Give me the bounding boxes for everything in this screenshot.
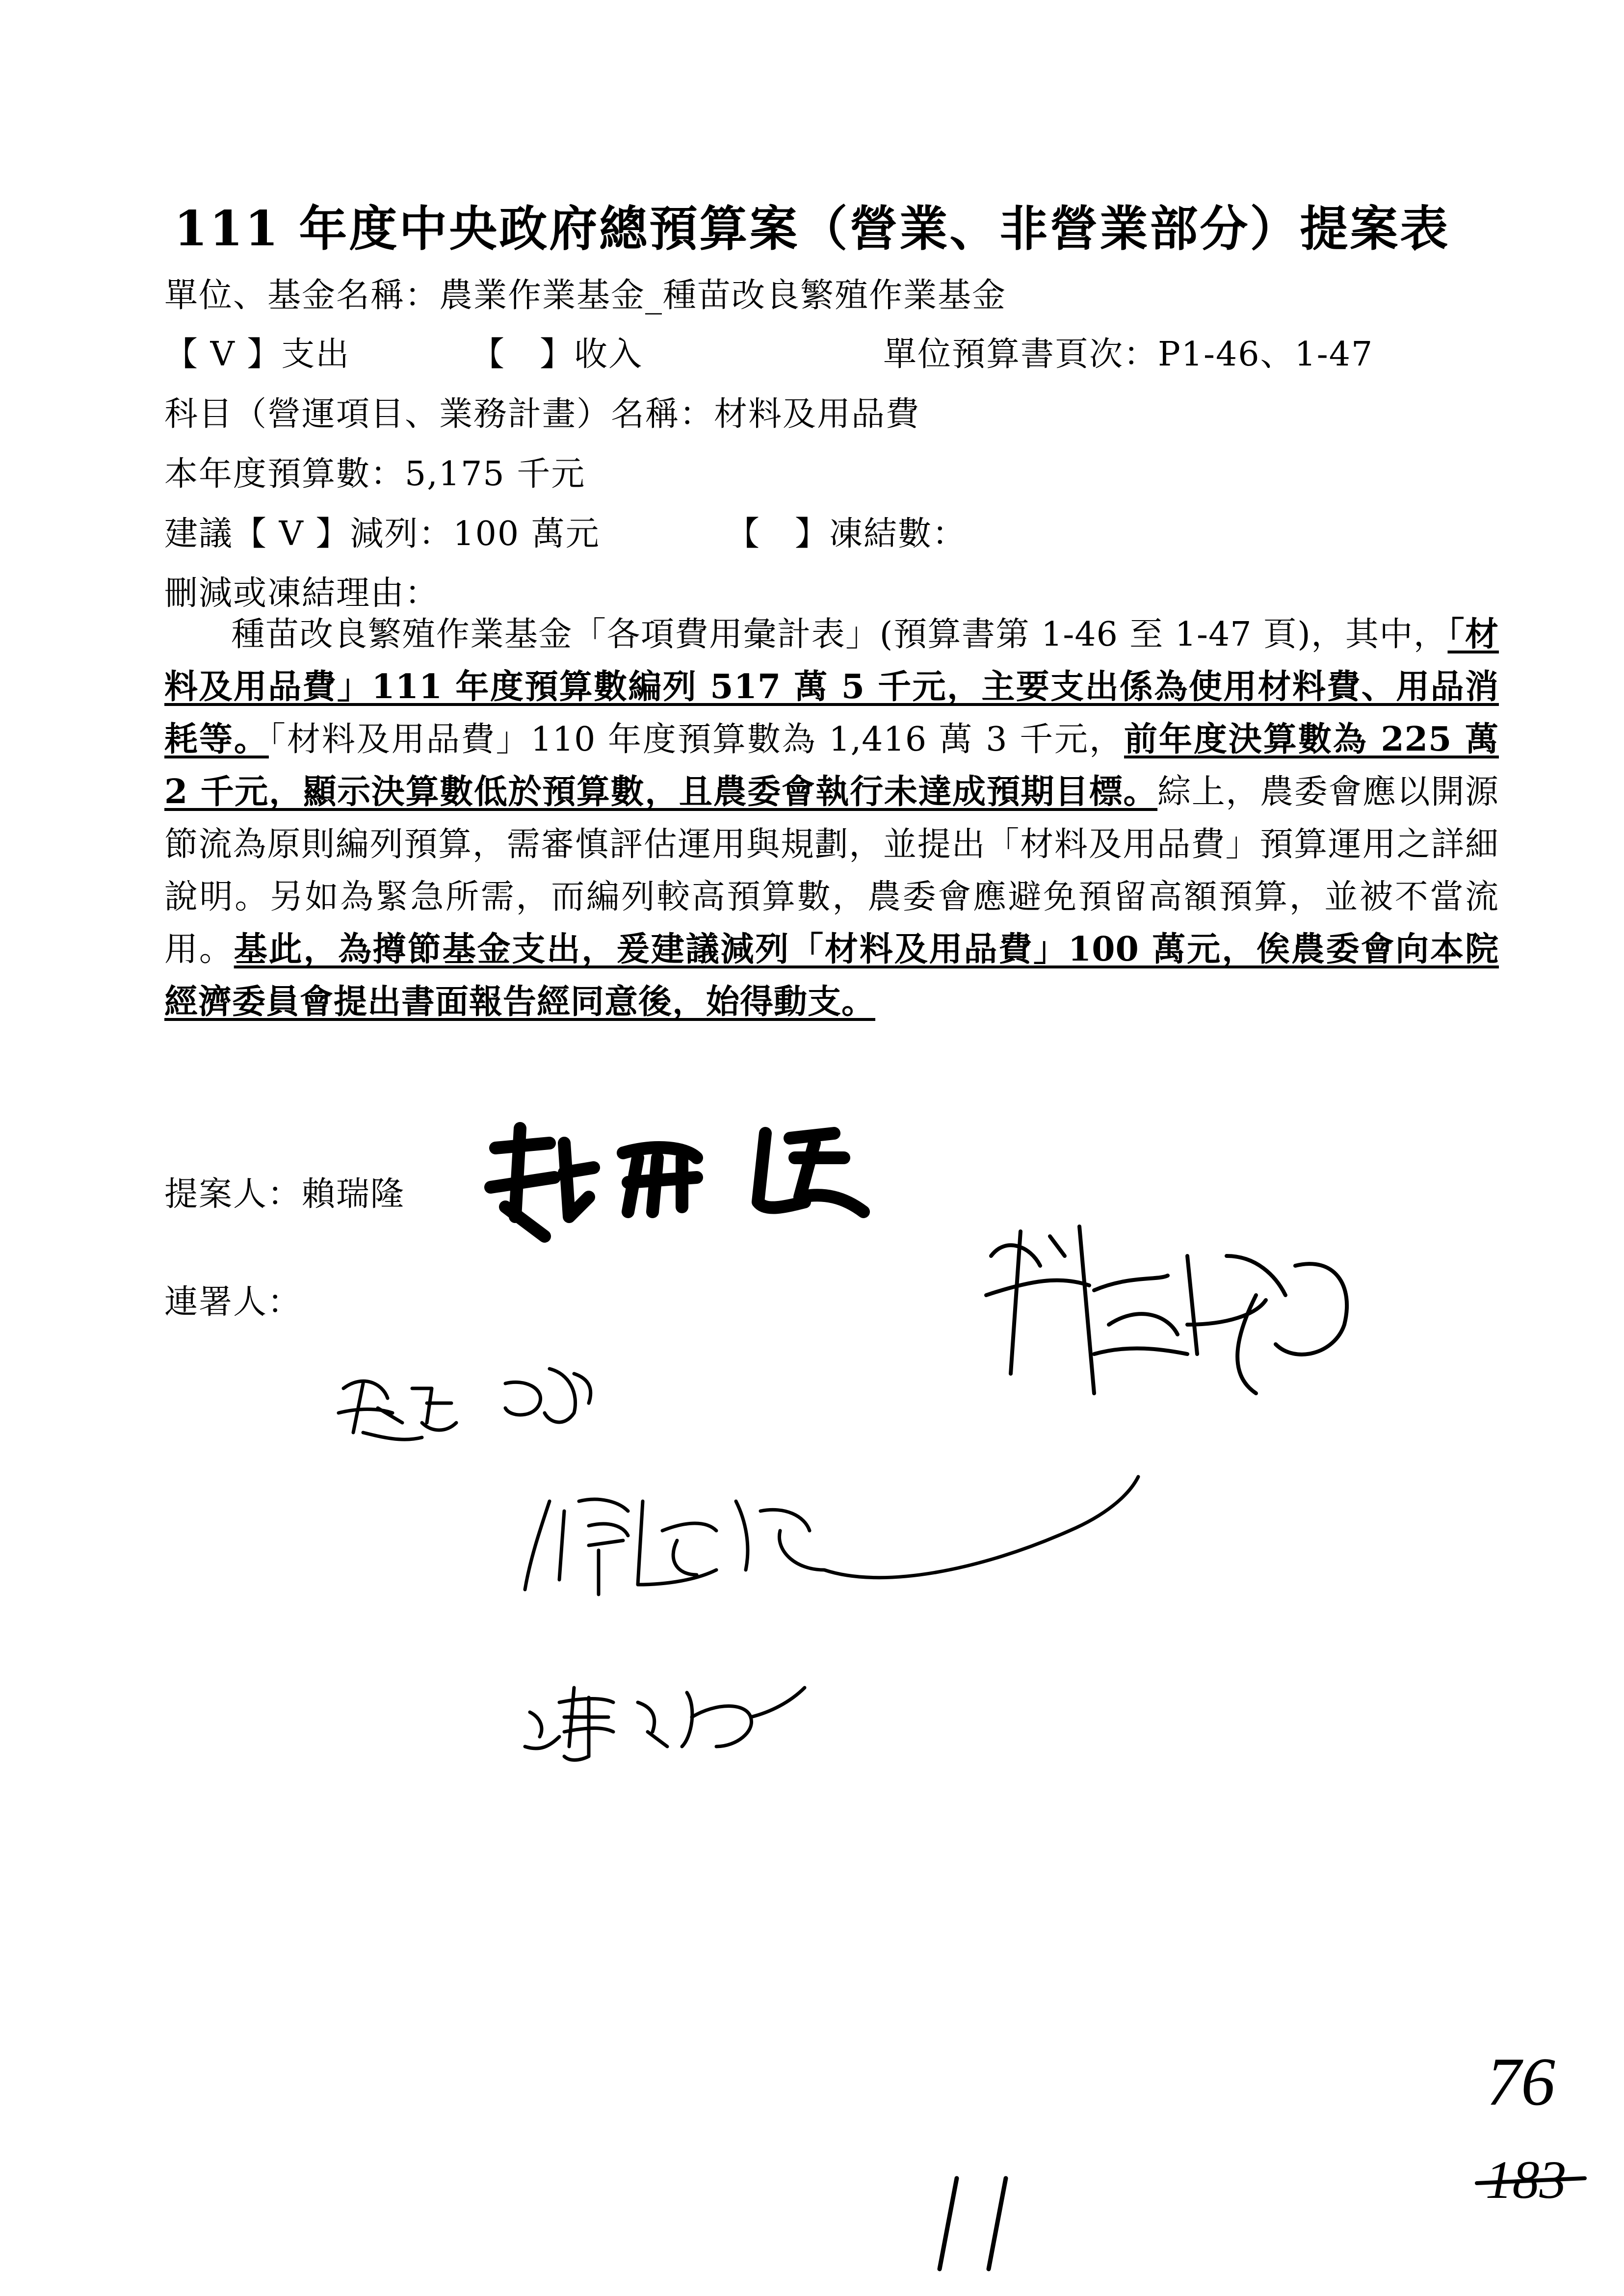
cosigner-signature-3	[525, 1477, 1138, 1594]
proposer-signature	[491, 1128, 864, 1236]
reason-label: 刪減或凍結理由：	[164, 574, 440, 613]
page-title: 111 年度中央政府總預算案（營業、非營業部分）提案表	[174, 201, 1450, 257]
cosigner-label: 連署人：	[164, 1283, 302, 1322]
proposer-label: 提案人：賴瑞隆	[164, 1175, 405, 1214]
cosigner-signature-2	[339, 1369, 591, 1439]
reason-text-3: 「材料及用品費」110 年度預算數為 1,416 萬 3 千元，	[268, 720, 1124, 759]
reason-text-2-emphasis: 「材料及用品費」111 年度預算數編列 517 萬 5 千元，主要支出係為使用材料費、用品消耗等。	[164, 615, 1499, 759]
cut-suggestion-line: 建議【 V 】減列：100 萬元	[164, 515, 600, 553]
freeze-suggestion-line: 【 】凍結數：	[726, 515, 967, 553]
budget-amount-line: 本年度預算數：5,175 千元	[164, 455, 586, 494]
reason-text-6-emphasis: 基此，為撙節基金支出，爰建議減列「材料及用品費」100 萬元，俟農委會向本院經濟委員會提出書面報告經同意後，始得動支。	[164, 930, 1499, 1021]
reason-text-5: 綜上，農委會應以開源節流為原則編列預算，需審慎評估運用與規劃，並提出「材料及用品費」預算運用之詳細說明。另如為緊急所需，而編列較高預算數，農委會應避免預留高額預算，並被不當流用。	[164, 773, 1499, 969]
cosigner-signature-4	[525, 1688, 805, 1760]
budget-page-line: 單位預算書頁次：P1-46、1-47	[883, 335, 1374, 374]
subject-line: 科目（營運項目、業務計畫）名稱：材料及用品費	[164, 395, 920, 434]
cosigner-signature-1	[986, 1226, 1347, 1393]
reason-text-1: 種苗改良繁殖作業基金「各項費用彙計表」(預算書第 1-46 至 1-47 頁)，其中，	[231, 615, 1448, 654]
handwritten-page-number	[940, 2178, 1006, 2269]
stamp-number-top: 76	[1487, 2044, 1555, 2120]
expense-checkbox-line: 【 V 】支出	[164, 335, 350, 374]
unit-name-line: 單位、基金名稱：農業作業基金_種苗改良繁殖作業基金	[164, 276, 1007, 315]
stamp-number-bottom: 183	[1485, 2150, 1567, 2210]
reason-text-4-emphasis: 前年度決算數為 225 萬 2 千元，顯示決算數低於預算數，且農委會執行未達成預期目標。	[164, 720, 1499, 811]
income-checkbox-line: 【 】收入	[471, 335, 643, 374]
